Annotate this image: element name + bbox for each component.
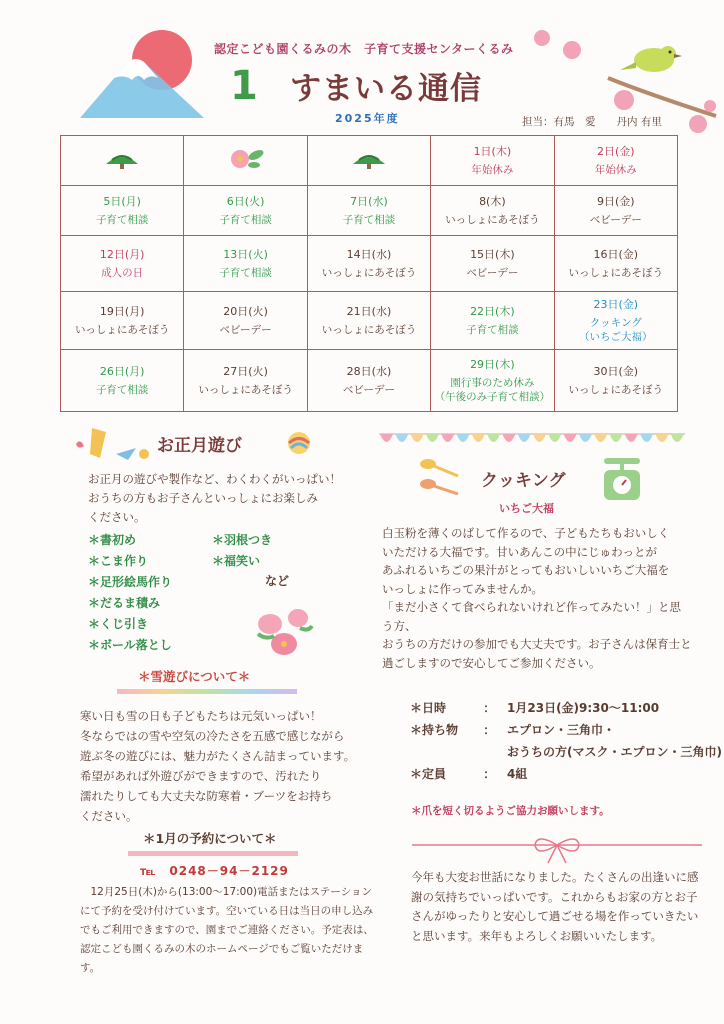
calendar-day-cell [431, 350, 554, 412]
ribbon-divider [412, 835, 702, 865]
play-list-left [88, 530, 172, 656]
play-item: ＊ボール落とし [88, 638, 172, 652]
calendar-week-row [61, 292, 678, 350]
detail-sep: ： [483, 767, 496, 781]
calendar-day-cell [61, 236, 184, 292]
bunting-flag [380, 434, 393, 442]
pine-icon [102, 155, 142, 174]
bunting-flag [411, 434, 424, 442]
text-line: 寒い日も雪の日も子どもたちは元気いっぱい！ [80, 709, 322, 723]
bunting-flag [502, 434, 515, 442]
calendar-day-cell [61, 292, 184, 350]
calendar-week-row [61, 236, 678, 292]
calendar-date: 15日(木) [470, 248, 515, 261]
reservation-title: ＊1月の予約について＊ [143, 831, 277, 846]
calendar-event: いっしょにあそぼう [568, 384, 664, 396]
calendar-date: 6日(火) [226, 195, 265, 208]
calendar-event: 子育て相談 [219, 214, 272, 226]
calendar-date: 21日(水) [346, 305, 392, 318]
calendar-week-row [61, 136, 678, 186]
camellia-flowers-illustration [248, 604, 320, 660]
calendar-day-cell [307, 236, 430, 292]
calendar-date: 7日(水) [350, 195, 388, 208]
new-year-play-intro [88, 470, 378, 527]
calendar-event: 子育て相談 [219, 267, 272, 279]
calendar-date: 12日(月) [99, 248, 145, 261]
event-calendar [60, 135, 678, 412]
calendar-event: いっしょにあそぼう [74, 324, 170, 336]
pine-icon [349, 155, 389, 174]
calendar-date: 29日(木) [470, 358, 515, 371]
calendar-date: 8(木) [479, 195, 506, 208]
new-year-toys-illustration [66, 424, 152, 468]
reservation-body: 12月25日(木)から(13:00～17:00)電話またはステーションにて予約を受け付けています。空いている日は当日の申し込みでもご利用できますので、園までご連絡ください。予定表は、認定こども園くるみの木のホームページでもご覧いただけます。 [80, 886, 374, 974]
text-line: 希望があれば外遊びができますので、汚れたり [80, 769, 322, 783]
text-line: 遊ぶ冬の遊びには、魅力がたくさん詰まっています。 [80, 749, 356, 763]
calendar-date: 26日(月) [99, 365, 145, 378]
calendar-event: 年始休み [594, 164, 637, 176]
bunting-flag [564, 434, 577, 442]
text-line: ください。 [88, 510, 146, 524]
calendar-day-cell [431, 236, 554, 292]
bunting-flag [426, 434, 439, 442]
calendar-week-row [61, 350, 678, 412]
bunting-flag [548, 434, 561, 442]
calendar-date: 27日(火) [223, 365, 268, 378]
calendar-date: 14日(水) [346, 248, 392, 261]
calendar-event: ベビーデー [342, 384, 396, 396]
detail-label [410, 742, 481, 762]
calendar-event: いっしょにあそぼう [321, 324, 417, 336]
play-list-etc: など [265, 574, 290, 588]
detail-value: 4組 [507, 767, 528, 781]
calendar-event: 子育て相談 [95, 214, 149, 226]
bunting-flag [533, 434, 546, 442]
calendar-event: ベビーデー [589, 214, 642, 226]
snow-play-title: ＊雪遊びについて＊ [138, 669, 251, 684]
phone-number: ℡ 0248－94－2129 [140, 864, 289, 878]
calendar-week-row [61, 186, 678, 236]
calendar-day-cell [554, 236, 677, 292]
calendar-day-cell [307, 292, 430, 350]
bunting-flag [579, 434, 592, 442]
detail-label: ＊持ち物 [410, 723, 459, 737]
calendar-day-cell [431, 136, 554, 186]
title-underline [128, 851, 298, 856]
text-line: いっしょに作ってみませんか。 [382, 581, 543, 596]
detail-sep [483, 742, 505, 762]
calendar-date: 28日(水) [346, 365, 392, 378]
calendar-day-cell [554, 350, 677, 412]
calendar-event: 成人の日 [101, 267, 144, 279]
bunting-flag [594, 434, 607, 442]
detail-value: エプロン・三角巾・ [507, 723, 616, 737]
play-item: ＊書初め [88, 533, 137, 547]
calendar-event: クッキング [589, 317, 642, 329]
play-item: ＊だるま積み [88, 596, 161, 610]
issue-month: 1 [230, 63, 258, 109]
text-line: ください。 [80, 809, 138, 823]
calendar-day-cell [554, 136, 677, 186]
calendar-event: いっしょにあそぼう [198, 384, 293, 396]
calendar-date: 22日(木) [470, 305, 515, 318]
calendar-date: 2日(金) [596, 145, 635, 158]
bunting-flag [457, 434, 470, 442]
calendar-event: ベビーデー [466, 267, 519, 279]
calendar-event: いっしょにあそぼう [321, 267, 417, 279]
bunting-flag [640, 434, 653, 442]
text-line: 白玉粉を薄くのばして作るので、子どもたちもおいしく [382, 526, 670, 540]
cooking-description [382, 524, 692, 672]
text-line: あふれるいちごの果汁がとってもおいしいいちご大福を [382, 563, 670, 577]
calendar-day-cell [184, 136, 307, 186]
calendar-date: 5日(月) [103, 195, 141, 208]
calendar-day-cell [184, 236, 307, 292]
detail-row [410, 720, 722, 740]
calendar-event: （いちご大福） [579, 331, 653, 343]
text-line: 冬ならではの雪や空気の冷たさを五感で感じながら [80, 729, 345, 743]
text-line: いただける大福です。甘いあんこの中にじゅわっとが [382, 544, 657, 559]
camellia-icon [224, 158, 268, 177]
staff-in-charge: 担当：有馬 愛 丹内 有里 [522, 116, 662, 128]
new-year-play-title: お正月遊び [157, 436, 242, 456]
detail-sep: ： [483, 701, 496, 715]
detail-row [410, 764, 722, 784]
calendar-date: 13日(火) [223, 248, 268, 261]
bunting-flag [395, 434, 408, 442]
nail-trim-note: ＊爪を短く切るようご協力お願いします。 [411, 805, 610, 817]
temari-ball-icon [286, 430, 312, 456]
detail-sep: ： [483, 723, 496, 737]
calendar-event: 子育て相談 [342, 214, 396, 226]
detail-value: おうちの方(マスク・エプロン・三角巾) [507, 745, 722, 759]
calendar-date: 30日(金) [593, 365, 639, 378]
calendar-day-cell [184, 292, 307, 350]
calendar-day-cell [307, 350, 430, 412]
play-list-right [212, 530, 272, 572]
mount-fuji-sunrise-illustration [76, 22, 208, 122]
text-line: お正月の遊びや製作など、わくわくがいっぱい！ [88, 472, 341, 486]
text-line: おうちの方もお子さんといっしょにお楽しみ [88, 491, 318, 505]
calendar-event: 年始休み [471, 164, 514, 176]
calendar-date: 19日(月) [99, 305, 145, 318]
bunting-flag [655, 434, 668, 442]
calendar-event: 園行事のため休み [450, 377, 535, 389]
bunting-flag [441, 434, 454, 442]
calendar-event: （午後のみ子育て相談） [434, 391, 551, 403]
calendar-date: 16日(金) [593, 248, 639, 261]
title-underline [117, 689, 297, 694]
text-line: 過ごしますので安心してご参加ください。 [382, 655, 601, 670]
calendar-event: 子育て相談 [466, 324, 519, 336]
detail-label: ＊定員 [410, 767, 447, 781]
organization-name: 認定こども園くるみの木 子育て支援センターくるみ [214, 42, 514, 56]
calendar-event: いっしょにあそぼう [445, 214, 540, 226]
calendar-day-cell [61, 186, 184, 236]
cooking-details [408, 696, 724, 786]
calendar-day-cell [431, 292, 554, 350]
closing-message: 今年も大変お世話になりました。たくさんの出逢いに感謝の気持ちでいっぱいです。これからもお家の方とお子さんがゆったりと安心して過ごせる場を作っていきたいと思います。来年もよろしくお願いいたします。 [411, 870, 699, 943]
text-line: 濡れたりしても大丈夫な防寒着・ブーツをお持ち [80, 789, 333, 803]
newsletter-title: すまいる通信 [290, 71, 482, 107]
bunting-flag [487, 434, 500, 442]
calendar-day-cell [431, 186, 554, 236]
calendar-day-cell [184, 350, 307, 412]
cooking-title: クッキング [481, 471, 566, 491]
bunting-flag [671, 434, 684, 442]
play-item: ＊福笑い [212, 554, 261, 568]
calendar-date: 1日(木) [473, 145, 512, 158]
bunting-flag [472, 434, 485, 442]
detail-value: 1月23日(金)9:30～11:00 [507, 701, 660, 715]
text-line: おうちの方だけの参加でも大丈夫です。お子さんは保育士と [382, 637, 692, 651]
calendar-event: ベビーデー [219, 324, 272, 336]
calendar-day-cell [554, 186, 677, 236]
calendar-date: 20日(火) [223, 305, 268, 318]
bunting-flag [610, 434, 623, 442]
bunting-flag [625, 434, 638, 442]
calendar-event: いっしょにあそぼう [568, 267, 664, 279]
spoons-icon [414, 454, 464, 500]
cooking-subtitle: いちご大福 [499, 502, 554, 515]
calendar-date: 23日(金) [593, 298, 639, 311]
play-item: ＊こま作り [88, 554, 149, 568]
snow-play-body [80, 706, 375, 826]
play-item: ＊くじ引き [88, 617, 149, 631]
calendar-date: 9日(金) [596, 195, 635, 208]
detail-label: ＊日時 [410, 701, 447, 715]
kitchen-scale-icon [600, 456, 644, 502]
calendar-day-cell [61, 350, 184, 412]
calendar-event: 子育て相談 [95, 384, 149, 396]
calendar-day-cell [61, 136, 184, 186]
bunting-decoration [379, 432, 685, 452]
detail-row [410, 698, 722, 718]
calendar-day-cell [184, 186, 307, 236]
bunting-flag [518, 434, 531, 442]
calendar-day-cell [307, 136, 430, 186]
calendar-day-cell [554, 292, 677, 350]
play-item: ＊足形絵馬作り [88, 575, 173, 589]
text-line: 「まだ小さくて食べられないけれど作ってみたい！」と思う方、 [382, 600, 681, 633]
fiscal-year: 2025年度 [335, 112, 400, 125]
detail-row [410, 742, 722, 762]
calendar-day-cell [307, 186, 430, 236]
play-item: ＊羽根つき [212, 533, 273, 547]
